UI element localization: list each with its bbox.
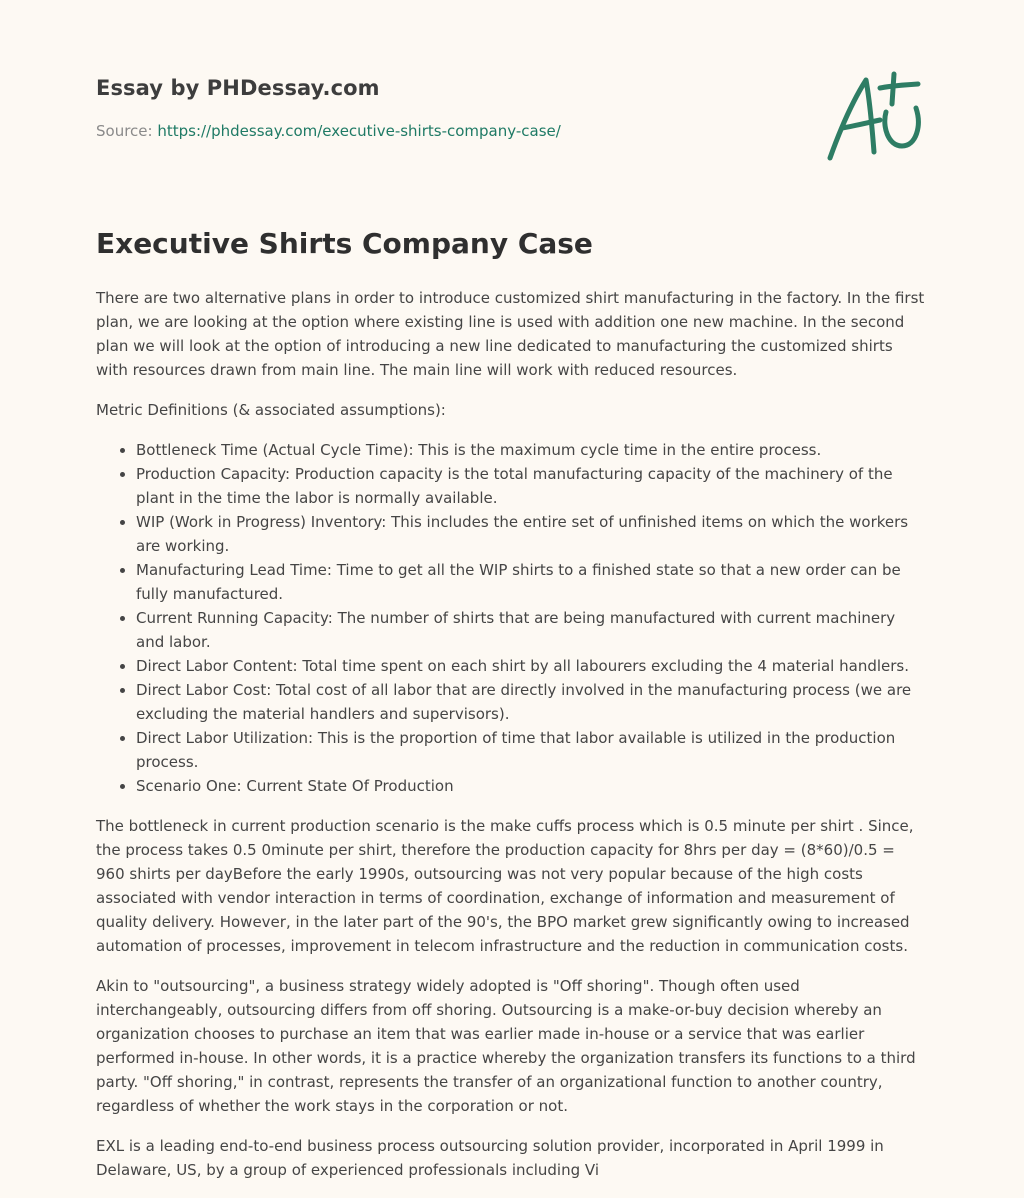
page-header [96,76,936,140]
list-item: • Direct Labor Content: Total time spent on each shirt by all labourers excluding the 4 material handlers. [136,654,928,678]
article [96,224,928,1198]
list-item: • Manufacturing Lead Time: Time to get all the WIP shirts to a finished state so that a new order can be fully manufactured. [136,558,928,606]
metric-definitions-list [96,438,928,798]
article-title: Executive Shirts Company Case [96,227,593,260]
body-paragraph: Akin to "outsourcing", a business strategy widely adopted is "Off shoring". Though often used interchangeably, outsourcing differs from off shoring. Outsourcing is a make-or-buy decision whereby an organization chooses to purchase an item that was earlier made in-house or a service that was earlier performed in-house. In other words, it is a practice whereby the organization transfers its functions to a third party. "Off shoring," in contrast, represents the transfer of an organizational function to another country, regardless of whether the work stays in the corporation or not. [96,977,916,1115]
list-item: • Scenario One: Current State Of Production [136,774,928,798]
site-brand: Essay by PHDessay.com [96,76,380,100]
list-item: • Current Running Capacity: The number of shirts that are being manufactured with current machinery and labor. [136,606,928,654]
body-paragraph: The bottleneck in current production scenario is the make cuffs process which is 0.5 minute per shirt . Since, the process takes 0.5 0minute per shirt, therefore the production capacity for 8hrs per day = (8*60)/0.5 = 960 shirts per dayBefore the early 1990s, outsourcing was not very popular because of the high costs associated with vendor interaction in terms of coordination, exchange of information and measurement of quality delivery. However, in the later part of the 90's, the BPO market grew significantly owing to increased automation of processes, improvement in telecom infrastructure and the reduction in communication costs. [96,817,914,955]
list-item: • Production Capacity: Production capacity is the total manufacturing capacity of the machinery of the plant in the time the labor is normally available. [136,462,928,510]
metric-definitions-heading: Metric Definitions (& associated assumptions): [96,401,446,419]
source-label: Source: [96,122,158,140]
list-item: • WIP (Work in Progress) Inventory: This includes the entire set of unfinished items on which the workers are working. [136,510,928,558]
intro-paragraph: There are two alternative plans in order to introduce customized shirt manufacturing in the factory. In the first plan, we are looking at the option where existing line is used with addition one new machine. In the second plan we will look at the option of introducing a new line dedicated to manufacturing the customized shirts with resources drawn from main line. The main line will work with reduced resources. [96,289,925,379]
list-item: • Direct Labor Utilization: This is the proportion of time that labor available is utilized in the production process. [136,726,928,774]
list-item: • Direct Labor Cost: Total cost of all labor that are directly involved in the manufacturing process (we are excluding the material handlers and supervisors). [136,678,928,726]
source-link[interactable]: https://phdessay.com/executive-shirts-company-case/ [157,122,561,140]
a-plus-logo-icon [822,68,928,166]
source-line [96,122,936,140]
list-item: • Bottleneck Time (Actual Cycle Time): This is the maximum cycle time in the entire process. [136,438,928,462]
body-paragraph: EXL is a leading end-to-end business process outsourcing solution provider, incorporated in April 1999 in Delaware, US, by a group of experienced professionals including Vi [96,1137,884,1179]
